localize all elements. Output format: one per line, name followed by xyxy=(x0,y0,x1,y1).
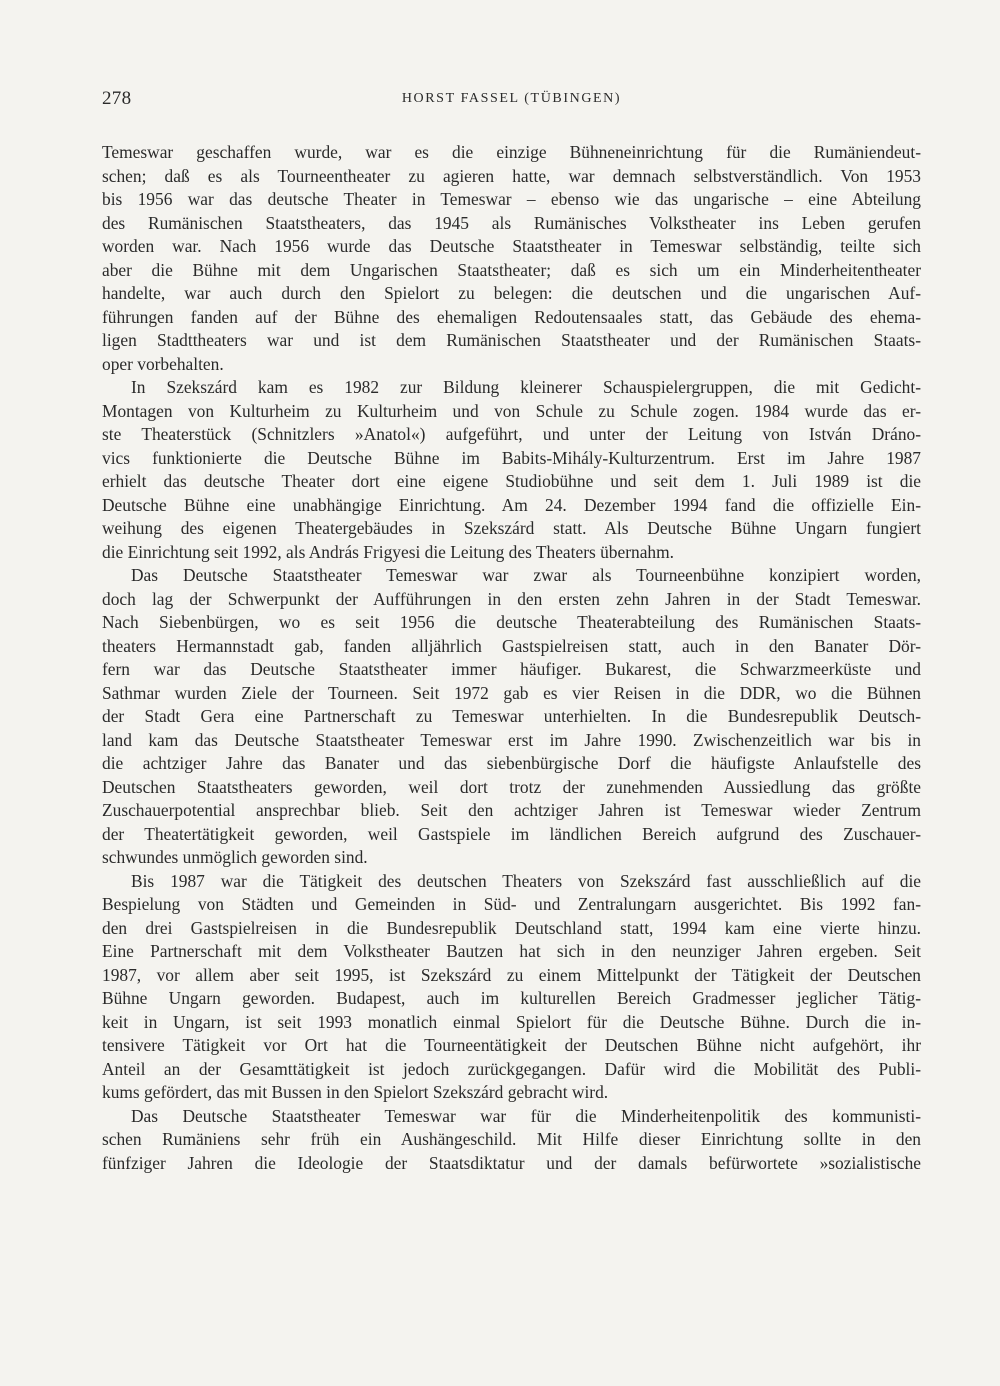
text-line: vics funktionierte die Deutsche Bühne im Babits-Mihály-Kulturzentrum. Erst im Jahre 1987 xyxy=(102,447,921,468)
text-line: Temeswar geschaffen wurde, war es die einzige Bühneneinrichtung für die Rumäniendeut- xyxy=(102,142,921,162)
text-line: land kam das Deutsche Staatstheater Temeswar erst im Jahre 1990. Zwischenzeitlich war bis in xyxy=(102,729,921,750)
text-line: doch lag der Schwerpunkt der Aufführungen in den ersten zehn Jahren in der Stadt Temeswar. xyxy=(102,588,921,609)
text-line: weihung des eigenen Theatergebäudes in Szekszárd statt. Als Deutsche Bühne Ungarn fungiert xyxy=(102,518,921,538)
body-text xyxy=(102,141,921,1175)
text-line: Das Deutsche Staatstheater Temeswar war für die Minderheitenpolitik des kommunisti- xyxy=(131,1105,921,1126)
page-number: 278 xyxy=(102,88,132,109)
text-line: kums gefördert, das mit Bussen in den Spielort Szekszárd gebracht wird. xyxy=(102,1082,609,1102)
text-line: Nach Siebenbürgen, wo es seit 1956 die deutsche Theaterabteilung des Rumänischen Staats- xyxy=(102,612,921,632)
text-line: Sathmar wurden Ziele der Tourneen. Seit 1972 gab es vier Reisen in die DDR, wo die Bühnen xyxy=(102,682,921,703)
running-title: HORST FASSEL (TÜBINGEN) xyxy=(401,91,622,106)
text-line: tensivere Tätigkeit vor Ort hat die Tourneentätigkeit der Deutschen Bühne nicht aufgehört, ihr xyxy=(102,1035,921,1055)
text-line: Montagen von Kulturheim zu Kulturheim und von Schule zu Schule zogen. 1984 wurde das er- xyxy=(102,400,921,421)
running-head xyxy=(102,88,921,114)
text-line: der Stadt Gera eine Partnerschaft zu Temeswar unterhielten. In die Bundesrepublik Deutsch- xyxy=(102,706,921,726)
text-line: handelte, war auch durch den Spielort zu belegen: die deutschen und die ungarischen Auf- xyxy=(102,283,921,303)
text-line: oper vorbehalten. xyxy=(102,353,224,374)
text-line: fünfziger Jahren die Ideologie der Staatsdiktatur und der damals befürwortete »sozialistische xyxy=(102,1152,921,1173)
text-line: ste Theaterstück (Schnitzlers »Anatol«) aufgeführt, und unter der Leitung von István Dráno- xyxy=(102,424,921,444)
paragraph xyxy=(102,564,921,870)
text-line: Anteil an der Gesamttätigkeit ist jedoch zurückgegangen. Dafür wird die Mobilität des Publi- xyxy=(102,1058,921,1079)
text-line: erhielt das deutsche Theater dort eine eigene Studiobühne und seit dem 1. Juli 1989 ist die xyxy=(102,471,921,491)
text-line: Bühne Ungarn geworden. Budapest, auch im kulturellen Bereich Gradmesser jeglicher Tätig- xyxy=(102,988,921,1008)
text-line: den drei Gastspielreisen in die Bundesrepublik Deutschland statt, 1994 kam eine vierte hinzu. xyxy=(102,917,921,938)
paragraph xyxy=(102,141,921,376)
text-line: keit in Ungarn, ist seit 1993 monatlich einmal Spielort für die Deutsche Bühne. Durch die in- xyxy=(102,1011,921,1032)
text-line: Zuschauerpotential ansprechbar blieb. Seit den achtziger Jahren ist Temeswar wieder Zentrum xyxy=(102,800,921,820)
text-line: die Einrichtung seit 1992, als András Frigyesi die Leitung des Theaters übernahm. xyxy=(102,541,674,562)
text-line: fern war das Deutsche Staatstheater immer häufiger. Bukarest, die Schwarzmeerküste und xyxy=(102,659,921,679)
text-line: In Szekszárd kam es 1982 zur Bildung kleinerer Schauspielergruppen, die mit Gedicht- xyxy=(131,377,921,397)
text-line: schen Rumäniens sehr früh ein Aushängeschild. Mit Hilfe dieser Einrichtung sollte in den xyxy=(102,1129,921,1149)
text-line: Deutschen Staatstheaters geworden, weil dort trotz der zunehmenden Aussiedlung das größte xyxy=(102,776,921,797)
paragraph xyxy=(102,1105,921,1176)
paragraph xyxy=(102,376,921,564)
text-line: Das Deutsche Staatstheater Temeswar war zwar als Tourneenbühne konzipiert worden, xyxy=(131,565,921,585)
text-line: die achtziger Jahre das Banater und das siebenbürgische Dorf die häufigste Anlaufstelle des xyxy=(102,753,921,773)
text-line: Bis 1987 war die Tätigkeit des deutschen Theaters von Szekszárd fast ausschließlich auf die xyxy=(131,870,921,891)
text-line: Bespielung von Städten und Gemeinden in Süd- und Zentralungarn ausgerichtet. Bis 1992 fan- xyxy=(102,894,921,914)
text-line: schwundes unmöglich geworden sind. xyxy=(102,847,368,867)
text-line: theaters Hermannstadt gab, fanden alljährlich Gastspielreisen statt, auch in den Banater Dör- xyxy=(102,635,921,656)
paragraph xyxy=(102,870,921,1105)
text-line: der Theatertätigkeit geworden, weil Gastspiele im ländlichen Bereich aufgrund des Zuschauer- xyxy=(102,823,921,844)
text-line: aber die Bühne mit dem Ungarischen Staatstheater; daß es sich um ein Minderheitentheater xyxy=(102,259,921,280)
text-line: worden war. Nach 1956 wurde das Deutsche Staatstheater in Temeswar selbständig, teilte sich xyxy=(102,236,921,256)
text-line: schen; daß es als Tourneentheater zu agieren hatte, war demnach selbstverständlich. Von 1953 xyxy=(102,165,921,186)
text-line: führungen fanden auf der Bühne des ehemaligen Redoutensaales statt, das Gebäude des ehema- xyxy=(102,306,921,327)
text-line: Deutsche Bühne eine unabhängige Einrichtung. Am 24. Dezember 1994 fand die offizielle Ein- xyxy=(102,494,921,515)
text-line: 1987, vor allem aber seit 1995, ist Szekszárd zu einem Mittelpunkt der Tätigkeit der Deutschen xyxy=(102,964,921,985)
text-line: bis 1956 war das deutsche Theater in Temeswar – ebenso wie das ungarische – eine Abteilung xyxy=(102,189,921,209)
text-line: ligen Stadttheaters war und ist dem Rumänischen Staatstheater und der Rumänischen Staats- xyxy=(102,330,921,350)
text-line: des Rumänischen Staatstheaters, das 1945 als Rumänisches Volkstheater ins Leben gerufen xyxy=(102,212,921,233)
text-line: Eine Partnerschaft mit dem Volkstheater Bautzen hat sich in den neunziger Jahren ergeben. Seit xyxy=(102,941,921,961)
